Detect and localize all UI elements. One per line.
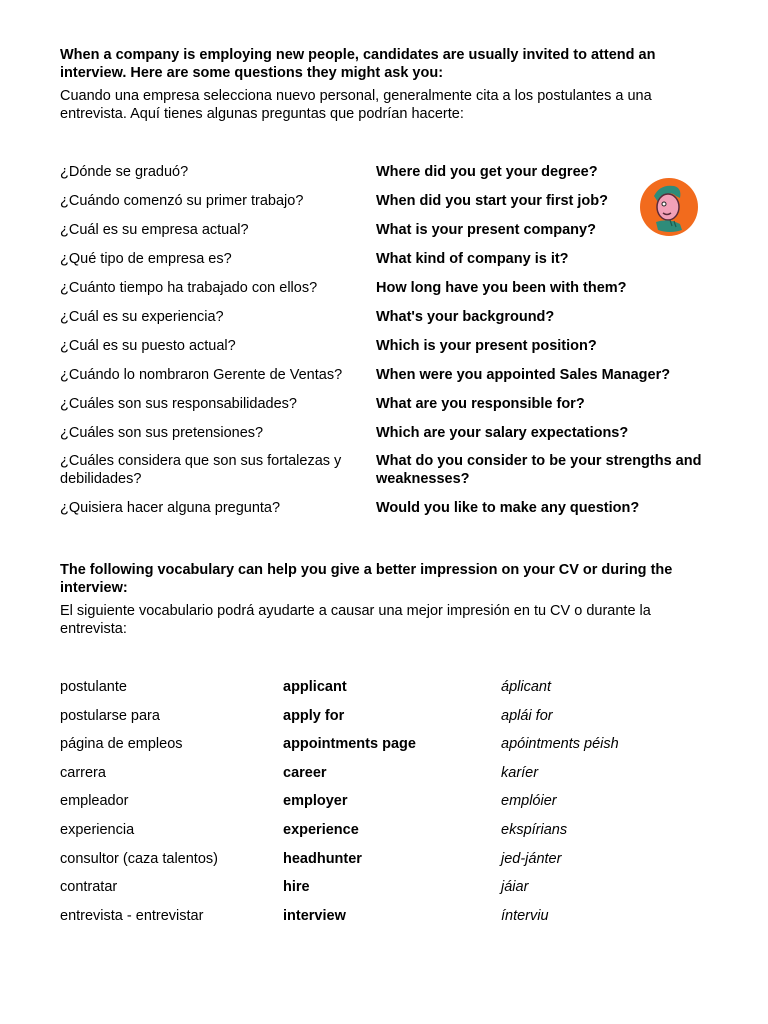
vocab-english: hire: [283, 879, 310, 896]
vocabulary-section: [60, 561, 710, 638]
question-english: Which is your present position?: [376, 338, 597, 354]
question-english: What do you consider to be your strengths and weaknesses?: [376, 453, 702, 487]
question-english: How long have you been with them?: [376, 280, 627, 296]
vocab-english: career: [283, 764, 327, 781]
question-spanish: ¿Dónde se graduó?: [60, 164, 189, 180]
vocab-row: [60, 821, 710, 850]
vocab-pronunciation: karíer: [501, 764, 539, 781]
vocab-pronunciation: emplóier: [501, 793, 557, 810]
question-english: What's your background?: [376, 309, 555, 325]
questions-table: [60, 163, 710, 519]
question-spanish: ¿Cuál es su experiencia?: [60, 309, 224, 325]
question-row: [60, 424, 710, 452]
intro-english: When a company is employing new people, candidates are usually invited to attend an interview. Here are some questions they might ask you:: [60, 47, 656, 81]
vocab-spanish: carrera: [60, 764, 106, 781]
vocab-pronunciation: áplicant: [501, 679, 551, 695]
question-row: [60, 192, 710, 221]
vocab-english: interview: [283, 907, 346, 924]
vocab-spanish: experiencia: [60, 821, 135, 838]
question-row: [60, 250, 710, 279]
vocab-pronunciation: ínterviu: [501, 907, 549, 924]
vocab-pronunciation: jáiar: [501, 879, 529, 896]
illustration-svg: [638, 176, 700, 238]
question-row: [60, 221, 710, 250]
vocabulary-table: [60, 678, 710, 935]
question-row: [60, 499, 710, 519]
person-thinking-icon: [638, 176, 700, 238]
vocab-row: [60, 764, 710, 793]
question-spanish: ¿Cuál es su puesto actual?: [60, 338, 236, 354]
vocab-row: [60, 850, 710, 879]
question-row: [60, 337, 710, 366]
vocab-spanish: contratar: [60, 879, 118, 896]
question-english: Where did you get your degree?: [376, 164, 598, 180]
illustration-face: [657, 194, 679, 220]
vocab-english: appointments page: [283, 736, 416, 753]
question-english: What kind of company is it?: [376, 251, 569, 267]
illustration-eye: [662, 202, 666, 206]
vocab-row: [60, 678, 710, 707]
vocab-english: applicant: [283, 679, 347, 695]
vocab-pronunciation: aplái for: [501, 707, 553, 724]
question-row: [60, 308, 710, 337]
question-row: [60, 163, 710, 192]
vocab-row: [60, 735, 710, 764]
question-row: [60, 279, 710, 308]
question-spanish: ¿Cuáles son sus pretensiones?: [60, 425, 264, 441]
question-spanish: ¿Cuál es su empresa actual?: [60, 222, 249, 238]
vocab-spanish: postularse para: [60, 707, 160, 724]
question-spanish: ¿Cuándo comenzó su primer trabajo?: [60, 193, 304, 209]
question-row: [60, 395, 710, 424]
vocab-english: experience: [283, 821, 359, 838]
question-english: When did you start your first job?: [376, 193, 608, 209]
question-spanish: ¿Cuánto tiempo ha trabajado con ellos?: [60, 280, 318, 296]
intro-spanish: Cuando una empresa selecciona nuevo personal, generalmente cita a los postulantes a una entrevista. Aquí tienes algunas preguntas que podrían hacerte:: [60, 88, 652, 122]
vocab-row: [60, 878, 710, 907]
question-row: [60, 452, 710, 499]
vocab-spanish: página de empleos: [60, 736, 183, 753]
question-row: [60, 366, 710, 395]
vocab-pronunciation: jed-jánter: [501, 850, 562, 867]
vocab-row: [60, 707, 710, 736]
question-english: When were you appointed Sales Manager?: [376, 367, 671, 383]
vocab-intro-english: The following vocabulary can help you give a better impression on your CV or during the interview:: [60, 562, 673, 596]
vocab-spanish: postulante: [60, 679, 127, 695]
vocab-english: headhunter: [283, 850, 362, 867]
vocab-pronunciation: ekspírians: [501, 821, 568, 838]
question-english: What are you responsible for?: [376, 396, 585, 412]
document-page: [60, 46, 710, 935]
vocab-spanish: entrevista - entrevistar: [60, 907, 204, 924]
question-spanish: ¿Cuándo lo nombraron Gerente de Ventas?: [60, 367, 343, 383]
question-spanish: ¿Quisiera hacer alguna pregunta?: [60, 500, 281, 516]
question-english: Which are your salary expectations?: [376, 425, 629, 441]
vocab-english: apply for: [283, 707, 345, 724]
vocab-intro-spanish: El siguiente vocabulario podrá ayudarte a causar una mejor impresión en tu CV o durante la entrevista:: [60, 603, 651, 637]
vocab-spanish: empleador: [60, 793, 129, 810]
question-spanish: ¿Cuáles considera que son sus fortalezas y debilidades?: [60, 453, 342, 487]
vocab-row: [60, 907, 710, 936]
question-spanish: ¿Qué tipo de empresa es?: [60, 251, 232, 267]
question-english: What is your present company?: [376, 222, 596, 238]
vocab-spanish: consultor (caza talentos): [60, 850, 218, 867]
vocab-row: [60, 792, 710, 821]
question-english: Would you like to make any question?: [376, 500, 640, 516]
question-spanish: ¿Cuáles son sus responsabilidades?: [60, 396, 297, 412]
vocab-english: employer: [283, 793, 348, 810]
vocab-pronunciation: apóintments péish: [501, 736, 619, 753]
